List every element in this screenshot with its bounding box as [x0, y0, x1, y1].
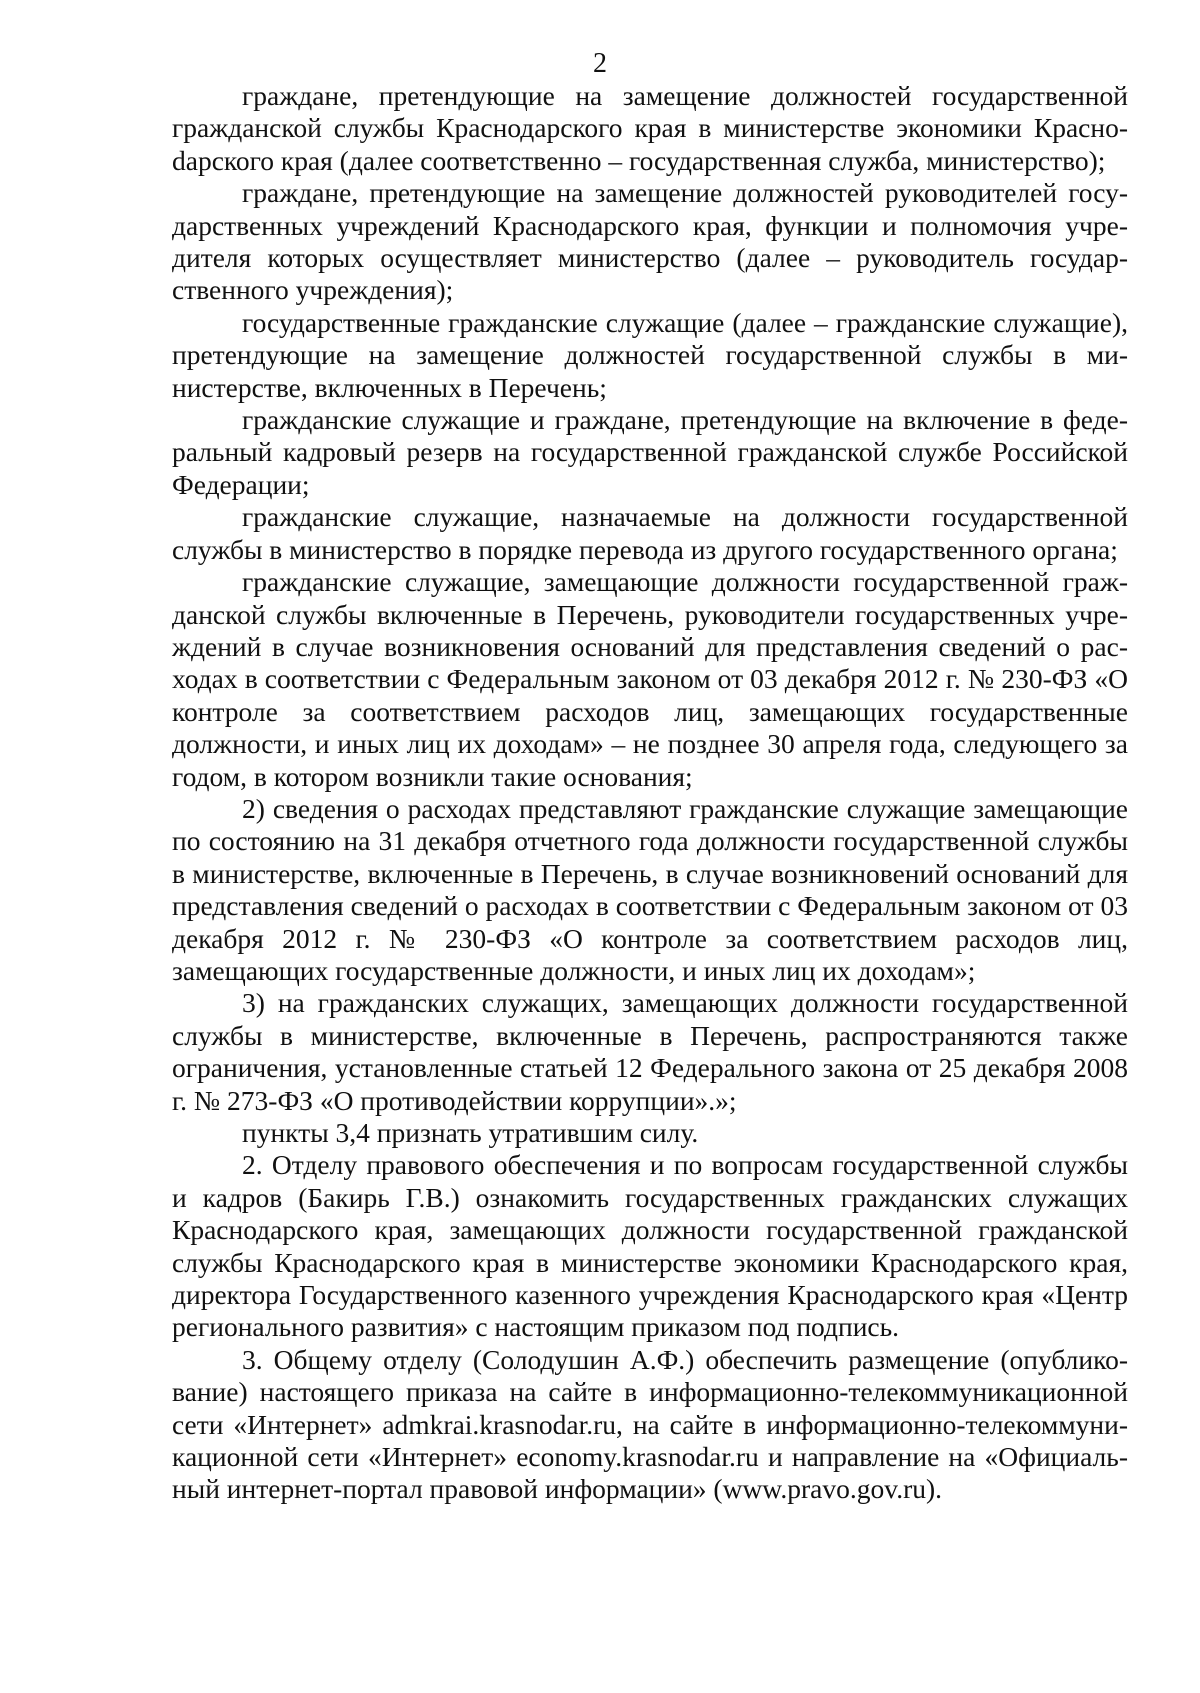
paragraph-transfer-appointment: гражданские служащие, назначаемые на должности государственной службы в министерство в порядке перевода из другого государственного органа;: [172, 501, 1128, 565]
paragraph-item-2-expenses: 2) сведения о расходах представляют гражданские служащие замещающие по состоянию на 31 декабря отчетного года должности государственной службы в министерстве, включенные в Перечень, в случае возникновений оснований для представления сведений о расходах в соответствии с Федеральным законом от 03 декабря 2012 г. № 230-ФЗ «О контроле за соответствием расходов лиц, замещающих государственные должности, и иных лиц их доходам»;: [172, 792, 1128, 986]
paragraph-section-2-legal-department: 2. Отделу правового обеспечения и по вопросам государственной службы и кадров (Бакирь Г.В.) ознакомить государственных гражданских служащих Краснодарского края, замещающих должности государственной гражданской службы Краснодарского края в министерстве экономики Краснодарского края, директора Государственного казенного учреждения Краснодарского края «Центр регионального развития» с настоящим приказом под подпись.: [172, 1149, 1128, 1343]
paragraph-civil-servants-positions: государственные гражданские служащие (далее – гражданские служащие), претендующие на замещение должностей государственной службы в министерстве, включенных в Перечень;: [172, 306, 1128, 403]
paragraph-citizens-civil-service: граждане, претендующие на замещение должностей государственной гражданской службы Краснодарского края в министерстве экономики Красноdарского края (далее соответственно – государственная служба, министерство);: [172, 80, 1128, 176]
paragraph-repeal-clauses: пункты 3,4 признать утратившим силу.: [242, 1117, 699, 1148]
paragraph-section-3-general-department: 3. Общему отделу (Солодушин А.Ф.) обеспечить размещение (опубликование) настоящего приказа на сайте в информационно-телекоммуникационной сети «Интернет» admkrai.krasnodar.ru, на сайте в информационно-телекоммуникационной сети «Интернет» economy.krasnodar.ru и направление на «Официальный интернет-портал правовой информации» (www.pravo.gov.ru).: [172, 1343, 1128, 1505]
document-body: [172, 80, 1128, 1506]
page-number: 2: [593, 48, 607, 79]
paragraph-citizens-institution-heads: граждане, претендующие на замещение должностей руководителей государственных учреждений Краснодарского края, функции и полномочия учредителя которых осуществляет министерство (далее – руководитель государственного учреждения);: [172, 177, 1128, 306]
paragraph-federal-reserve: гражданские служащие и граждане, претендующие на включение в федеральный кадровый резерв на государственной гражданской службе Российской Федерации;: [172, 404, 1128, 500]
paragraph-expense-deadline: гражданские служащие, замещающие должности государственной гражданской службы включенные в Перечень, руководители государственных учреждений в случае возникновения оснований для представления сведений о расходах в соответствии с Федеральным законом от 03 декабря 2012 г. № 230-ФЗ «О контроле за соответствием расходов лиц, замещающих государственные должности, и иных лиц их доходам» – не позднее 30 апреля года, следующего за годом, в котором возникли такие основания;: [172, 566, 1128, 792]
paragraph-item-3-restrictions: 3) на гражданских служащих, замещающих должности государственной службы в министерстве, включенные в Перечень, распространяются также ограничения, установленные статьей 12 Федерального закона от 25 декабря 2008 г. № 273-ФЗ «О противодействии коррупции».»;: [172, 987, 1128, 1116]
